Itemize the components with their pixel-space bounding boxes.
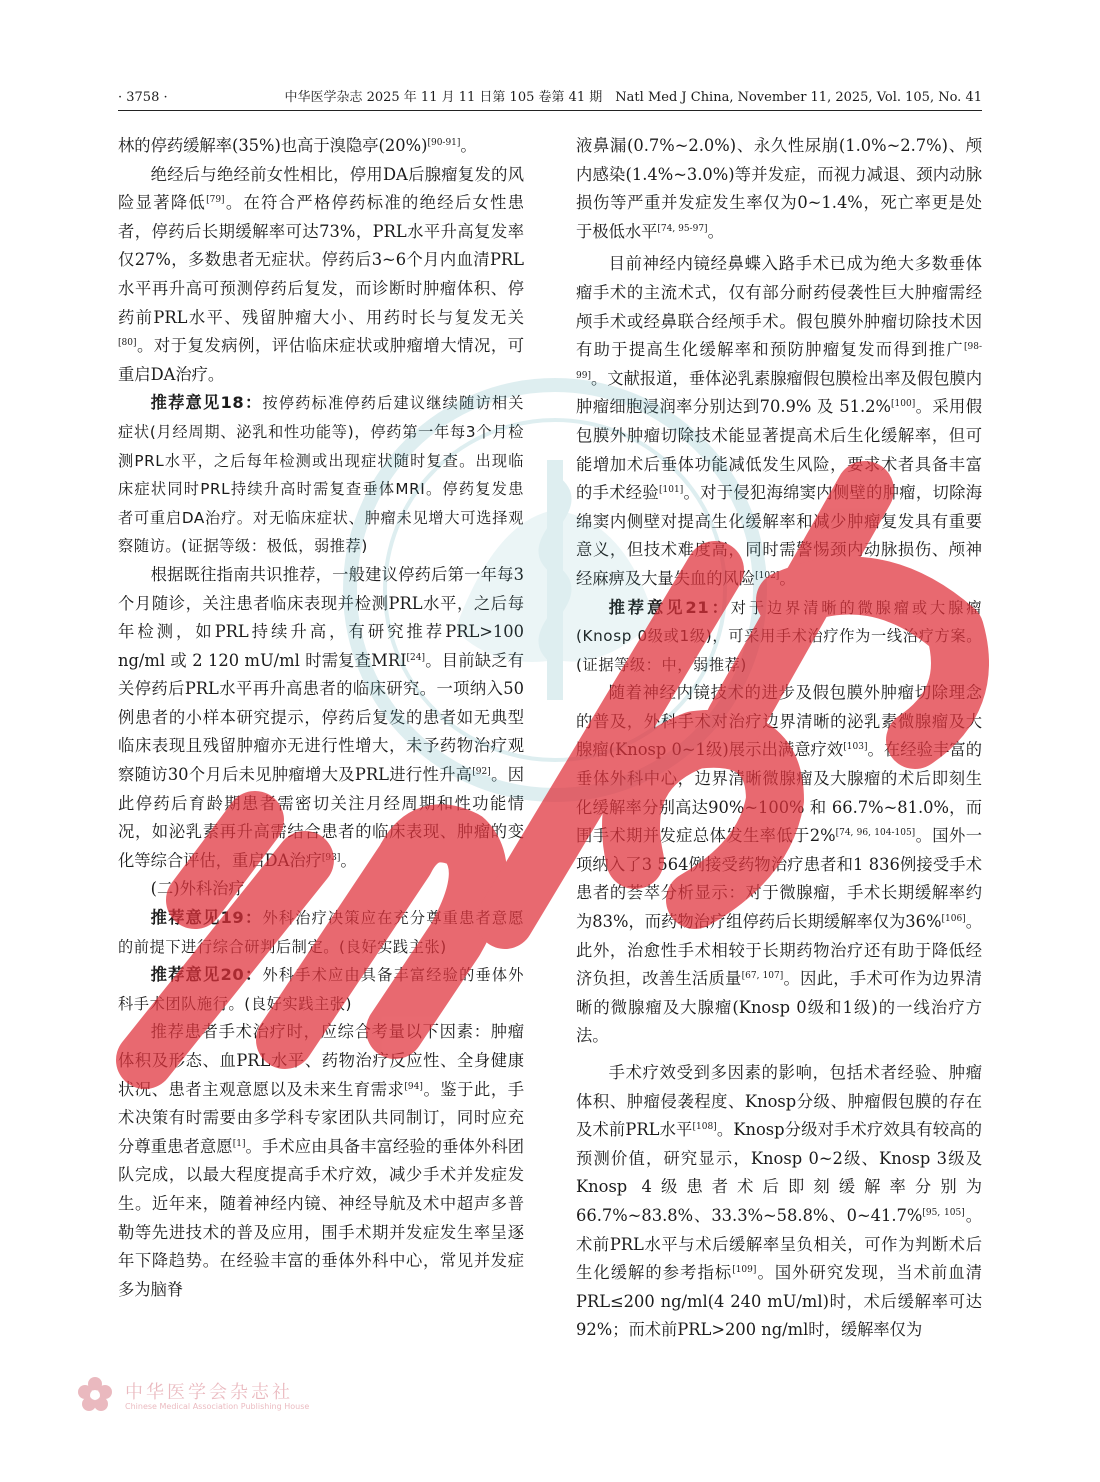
citation-ref[interactable]: [100]: [891, 399, 916, 410]
citation-ref[interactable]: [101]: [659, 485, 684, 496]
citation-ref[interactable]: [80]: [118, 338, 137, 349]
recommendation-21: 推荐意见21：对于边界清晰的微腺瘤或大腺瘤(Knosp 0级或1级)，可采用手术治疗作为一线治疗方案。(证据等级：中，弱推荐): [576, 597, 983, 674]
citation-ref[interactable]: [92]: [472, 767, 491, 778]
citation-ref[interactable]: [95, 105]: [922, 1207, 965, 1218]
page-number: · 3758 ·: [118, 90, 168, 105]
citation-ref[interactable]: [102]: [755, 570, 780, 581]
publisher-name-cn: 中华医学会杂志社: [125, 1382, 293, 1403]
citation-ref[interactable]: [24]: [406, 652, 426, 663]
paragraph: 推荐患者手术治疗时，应综合考量以下因素：肿瘤体积及形态、血PRL水平、药物治疗反应性、全身健康状况、患者主观意愿以及未来生育需求[94]。鉴于此，手术决策有时需要由多学科专家团队共同制订，同时应充分尊重患者意愿[1]。手术应由具备丰富经验的垂体外科团队完成，以最大程度提高手术疗效，减少手术并发症发生。近年来，随着神经内镜、神经导航及术中超声多普勒等先进技术的普及应用，围手术期并发症发生率呈逐年下降趋势。在经验丰富的垂体外科中心，常见并发症多为脑脊: [118, 1022, 524, 1299]
right-column: [576, 132, 982, 1345]
paragraph: 随着神经内镜技术的进步及假包膜外肿瘤切除理念的普及，外科手术对治疗边界清晰的泌乳素微腺瘤及大腺瘤(Knosp 0~1级)展示出满意疗效[103]。在经验丰富的垂体外科中心，边界清晰微腺瘤及大腺瘤的术后即刻生化缓解率分别高达90%~100% 和 66.7%~81.0%，而围手术期并发症总体发生率低于2%[74, 96, 104-105]。国外一项纳入了3 564例接受药物治疗患者和1 836例接受手术患者的荟萃分析显示：对于微腺瘤，手术长期缓解率约为83%，而药物治疗组停药后长期缓解率仅为36%[106]。此外，治愈性手术相较于长期药物治疗还有助于降低经济负担，改善生活质量[67, 107]。因此，手术可作为边界清晰的微腺瘤及大腺瘤(Knosp 0级和1级)的一线治疗方法。: [576, 683, 982, 1046]
paragraph: 根据既往指南共识推荐，一般建议停药后第一年每3个月随诊，关注患者临床表现并检测PRL水平，之后每年检测，如PRL持续升高，有研究推荐PRL>100 ng/ml 或 2 120 mU/ml 时需复查MRI[24]。目前缺乏有关停药后PRL水平再升高患者的临床研究。一项纳入50例患者的小样本研究提示，停药后复发的患者如无典型临床表现且残留肿瘤亦无进行性增大，未予药物治疗观察随访30个月后未见肿瘤增大及PRL进行性升高[92]。因此停药后育龄期患者需密切关注月经周期和性功能情况，如泌乳素再升高需结合患者的临床表现、肿瘤的变化等综合评估，重启DA治疗[93]。: [118, 564, 524, 870]
citation-ref[interactable]: [103]: [843, 742, 868, 753]
citation-ref[interactable]: [90-91]: [427, 138, 461, 148]
recommendation-20: 推荐意见20：外科手术应由具备丰富经验的垂体外科手术团队施行。(良好实践主张): [118, 965, 525, 1013]
citation-ref[interactable]: [67, 107]: [741, 971, 784, 982]
citation-ref[interactable]: [74, 95-97]: [657, 223, 708, 234]
flower-icon: [75, 1374, 115, 1414]
citation-ref[interactable]: [79]: [206, 195, 225, 206]
journal-citation: 中华医学杂志 2025 年 11 月 11 日第 105 卷第 41 期 Natl Med J China, November 11, 2025, Vol. 105, No. 41: [284, 90, 982, 105]
citation-ref[interactable]: [1]: [232, 1138, 246, 1149]
citation-ref[interactable]: [109]: [732, 1265, 757, 1276]
citation-ref[interactable]: [108]: [692, 1122, 717, 1133]
running-header: [118, 88, 982, 111]
left-column: [118, 132, 524, 1304]
section-heading: (二)外科治疗: [150, 879, 245, 899]
citation-ref[interactable]: [94]: [404, 1081, 423, 1092]
recommendation-19: 推荐意见19：外科治疗决策应在充分尊重患者意愿的前提下进行综合研判后制定。(良好实践主张): [118, 908, 525, 956]
recommendation-18: 推荐意见18：按停药标准停药后建议继续随访相关症状(月经周期、泌乳和性功能等)，停药第一年每3个月检测PRL水平，之后每年检测或出现症状随时复查。出现临床症状同时PRL持续升高时需复查垂体MRI。停药复发患者可重启DA治疗。对无临床症状、肿瘤未见增大可选择观察随访。(证据等级：极低，弱推荐): [118, 393, 525, 556]
citation-ref[interactable]: [74, 96, 104-105]: [835, 828, 916, 839]
paragraph: 目前神经内镜经鼻蝶入路手术已成为绝大多数垂体瘤手术的主流术式，仅有部分耐药侵袭性巨大肿瘤需经颅手术或经鼻联合经颅手术。假包膜外肿瘤切除技术因有助于提高生化缓解率和预防肿瘤复发而得到推广[98-99]。文献报道，垂体泌乳素腺瘤假包膜检出率及假包膜内肿瘤细胞浸润率分别达到70.9% 及 51.2%[100]。采用假包膜外肿瘤切除技术能显著提高术后生化缓解率，但可能增加术后垂体功能减低发生风险，要求术者具备丰富的手术经验[101]。对于侵犯海绵窦内侧壁的肿瘤，切除海绵窦内侧壁对提高生化缓解率和减少肿瘤复发具有重要意义，但技术难度高，同时需警惕颈内动脉损伤、颅神经麻痹及大量失血的风险[102]。: [576, 254, 982, 588]
citation-ref[interactable]: [106]: [941, 914, 966, 925]
citation-ref[interactable]: [98-99]: [576, 342, 982, 381]
publisher-name-en: Chinese Medical Association Publishing House: [125, 1402, 310, 1411]
paragraph: 林的停药缓解率(35%)也高于溴隐亭(20%)[90-91]。: [118, 136, 477, 155]
paragraph: 液鼻漏(0.7%~2.0%)、永久性尿崩(1.0%~2.7%)、颅内感染(1.4%~3.0%)等并发症，而视力减退、颈内动脉损伤等严重并发症发生率仅为0~1.4%，死亡率更是处于极低水平[74, 95-97]。: [576, 136, 982, 241]
paragraph: 手术疗效受到多因素的影响，包括术者经验、肿瘤体积、肿瘤侵袭程度、Knosp分级、肿瘤假包膜的存在及术前PRL水平[108]。Knosp分级对手术疗效具有较高的预测价值，研究显示，Knosp 0~2级、Knosp 3级及Knosp 4级患者术后即刻缓解率分别为66.7%~83.8%、33.3%~58.8%、0~41.7%[95, 105]。术前PRL水平与术后缓解率呈负相关，可作为判断术后生化缓解的参考指标[109]。国外研究发现，当术前血清PRL≤200 ng/ml(4 240 mU/ml)时，术后缓解率可达92%；而术前PRL>200 ng/ml时，缓解率仅为: [576, 1063, 983, 1340]
paragraph: 绝经后与绝经前女性相比，停用DA后腺瘤复发的风险显著降低[79]。在符合严格停药标准的绝经后女性患者，停药后长期缓解率可达73%，PRL水平升高复发率仅27%，多数患者无症状。停药后3~6个月内血清PRL水平再升高可预测停药后复发，而诊断时肿瘤体积、停药前PRL水平、残留肿瘤大小、用药时长与复发无关[80]。对于复发病例，评估临床症状或肿瘤增大情况，可重启DA治疗。: [118, 164, 524, 384]
citation-ref[interactable]: [93]: [321, 852, 341, 863]
publisher-logo: [75, 1370, 495, 1420]
